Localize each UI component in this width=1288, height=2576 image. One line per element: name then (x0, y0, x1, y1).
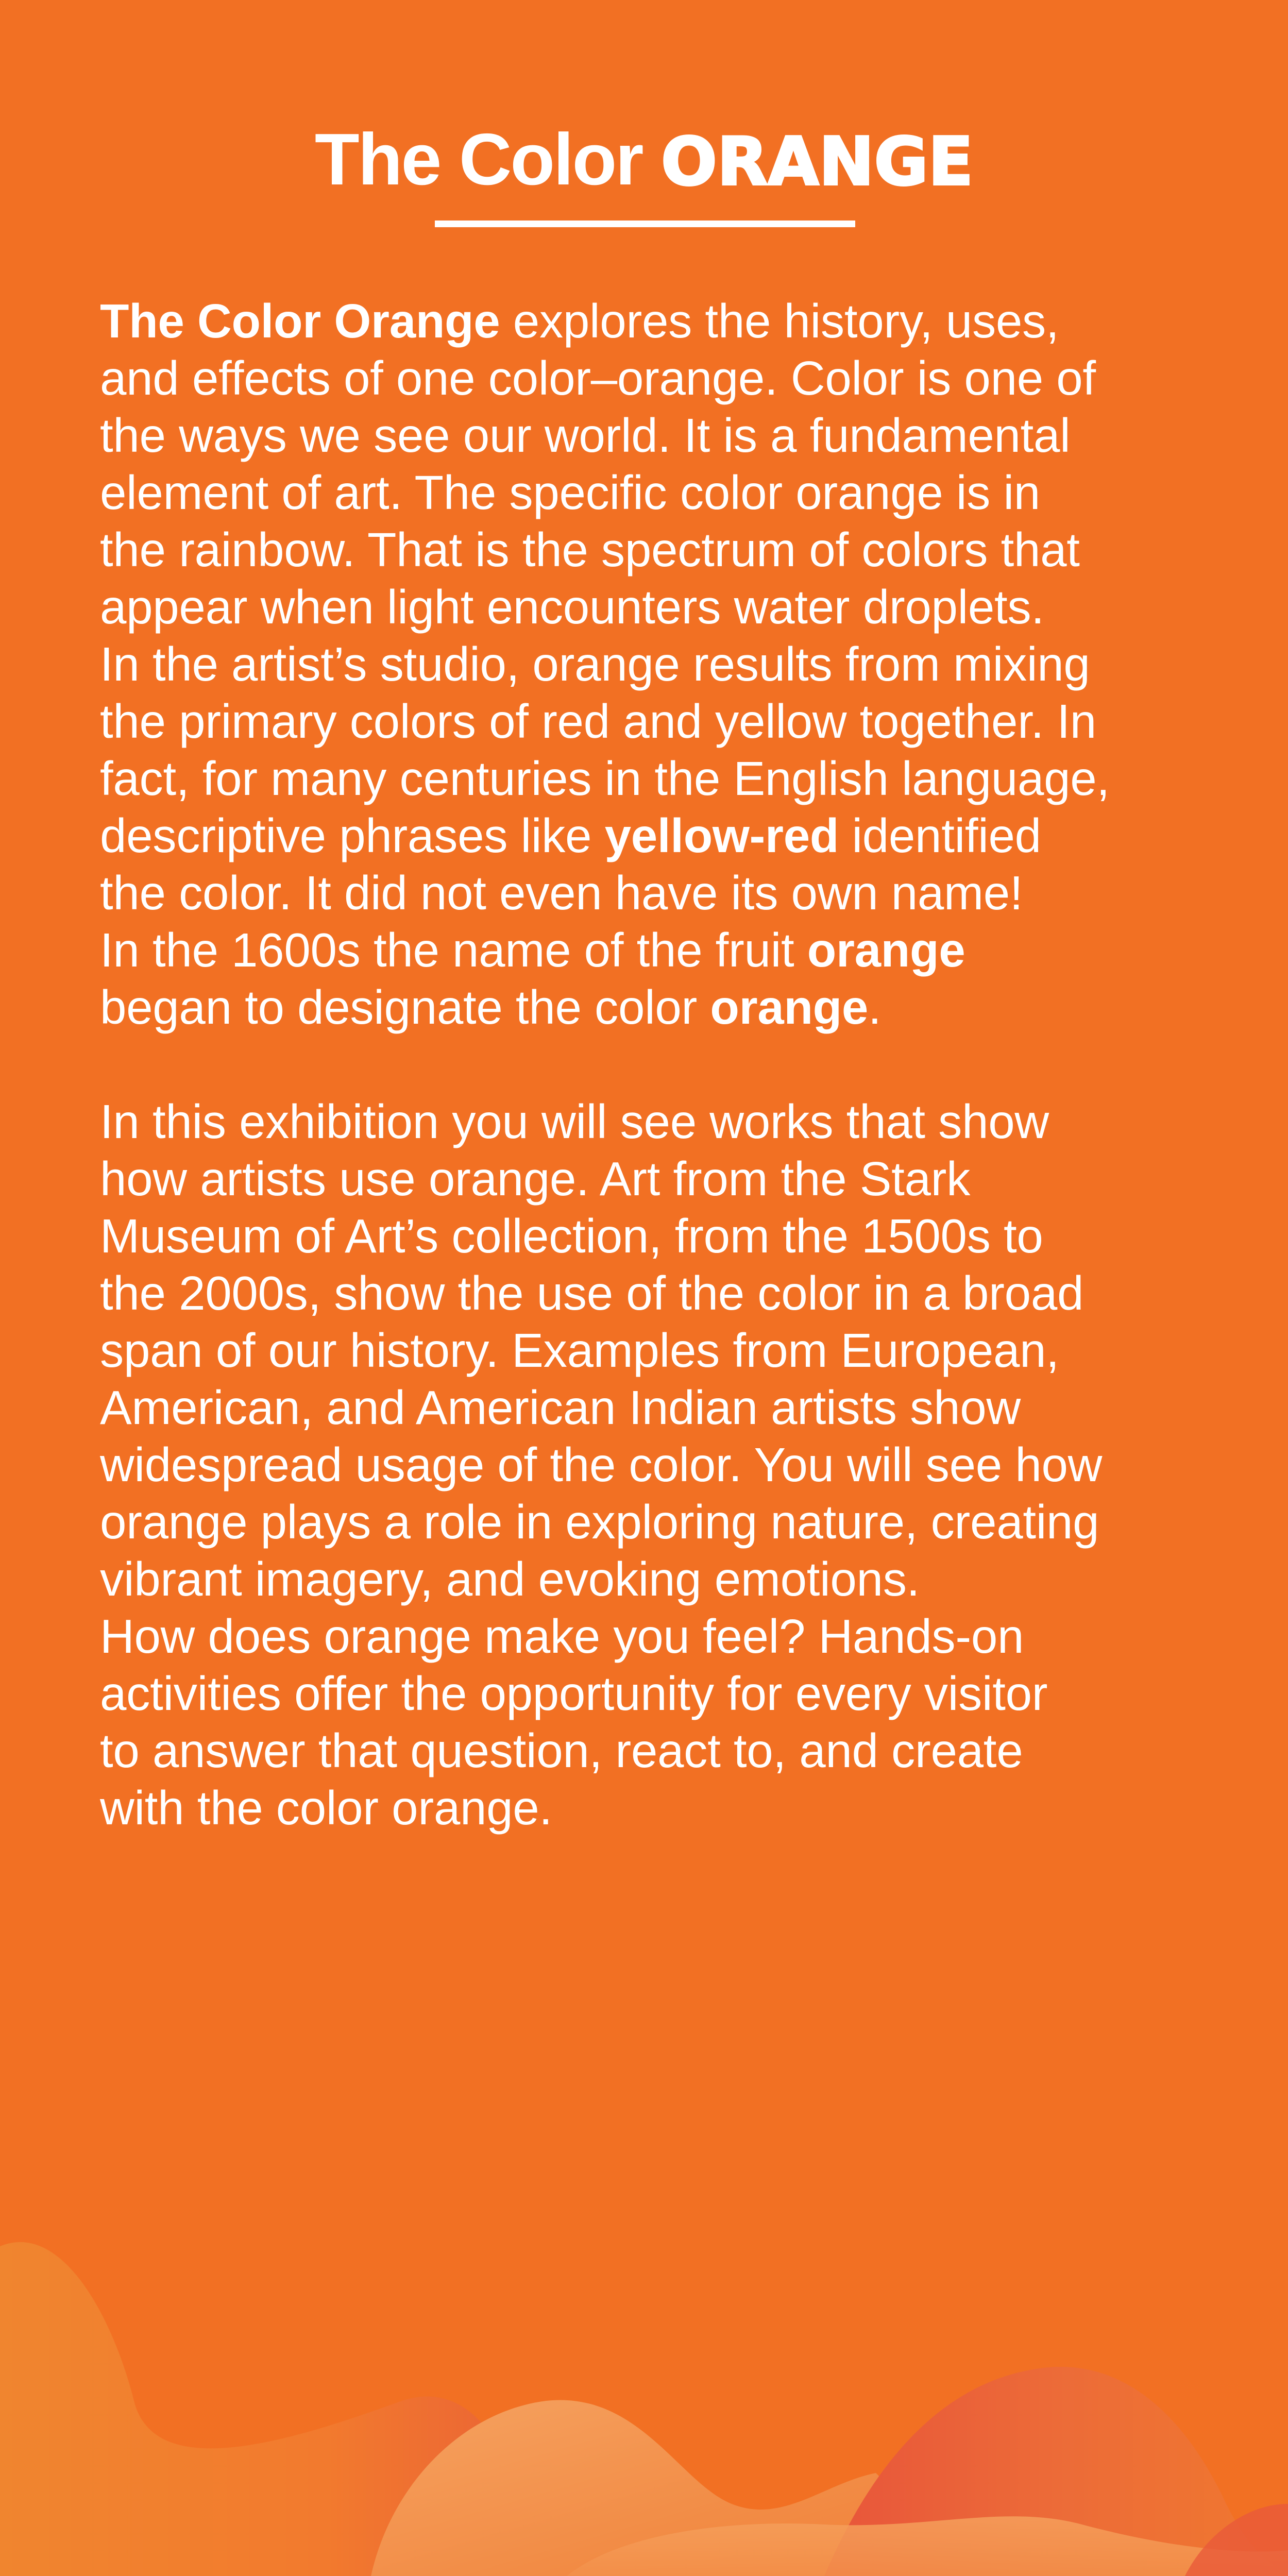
intro-bold-orange-fruit: orange (807, 923, 965, 977)
exhibition-paragraph: In this exhibition you will see works that show how artists use orange. Art from the Stark Museum of Art’s collection, from the 1500s to the 2000s, show the use of the color in a broad span of our history. Examples from European, American, and American Indian artists show widespread usage of the color. You will see how orange plays a role in exploring nature, creating vibrant imagery, and evoking emotions. How does orange make you feel? Hands-on activities offer the opportunity for every visitor to answer that question, react to, and create with the color orange. (100, 1095, 1103, 1835)
title-accent: ORANGE (661, 124, 974, 200)
body-text (100, 293, 1213, 1837)
intro-paragraph (100, 293, 1213, 1036)
intro-bold-yellow-red: yellow-red (604, 809, 839, 862)
intro-text-part1: explores the history, uses, and effects of one color–orange. Color is one of the ways we see our world. It is a fundamental element of art. The specific color orange is in the rainbow. That is the spectrum of colors that appear when light encounters water droplets. In the artist’s studio, orange results from mixing the primary colors of red and yellow together. In fact, for many centuries in the English language, descriptive phrases like (100, 294, 1110, 862)
intro-text-part3: began to designate the color (100, 980, 698, 1034)
header (0, 116, 1288, 206)
intro-bold-orange-color: orange (710, 980, 868, 1034)
page-title (0, 116, 1288, 206)
title-prefix: The Color (314, 118, 642, 200)
intro-lead-bold: The Color Orange (100, 294, 500, 348)
intro-text-part4: . (868, 980, 882, 1034)
decorative-waves (0, 2215, 1288, 2576)
intro-text-part2: identified the color. It did not even have its own name! In the 1600s the name of the fruit (100, 809, 1041, 977)
title-underline (435, 221, 855, 227)
